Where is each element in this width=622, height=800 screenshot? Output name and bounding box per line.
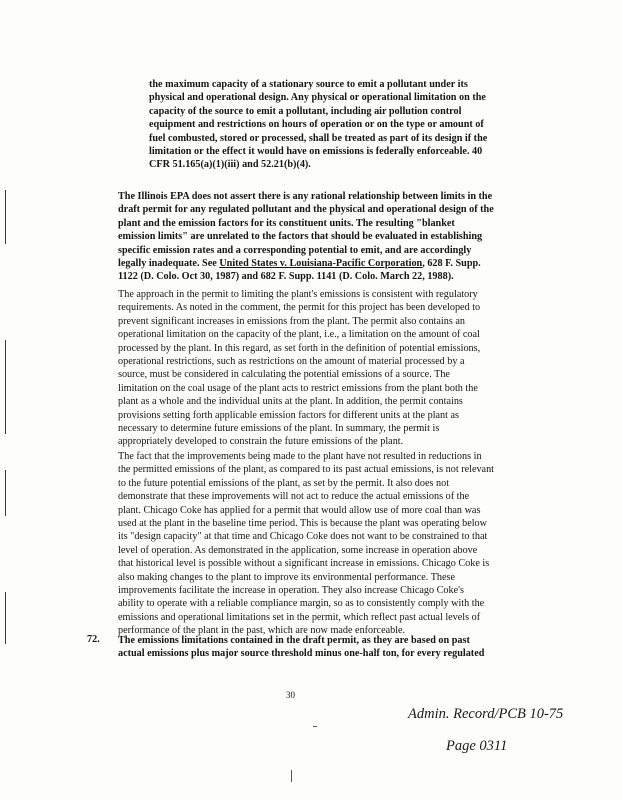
epa-paragraph-line: The Illinois EPA does not assert there is any rational relationship between limits in the [118,191,493,202]
page-stamp: Page 0311 [446,738,508,754]
approach-paragraph-line: prevent significant increases in emissions from the plant. The permit also contains an [118,315,465,327]
case-citation-line [118,257,508,270]
quote-line: equipment and restrictions on hours of operation or on the type or amount of [149,119,484,131]
epa-paragraph-line: specific emission rates and a corresponding potential to emit, and are accordingly [118,244,472,256]
scan-speck [313,726,317,727]
improvements-paragraph-line: demonstrate that these improvements will not act to reduce the actual emissions of the [118,491,470,503]
improvements-paragraph-line: level of operation. As demonstrated in the application, some increase in operation above [118,544,478,556]
improvements-paragraph-line: to the future potential emissions of the plant, as set by the permit. It also does not [118,477,450,489]
improvements-paragraph-line: improvements facilitate the increase in operation. They also increase Chicago Coke's [118,585,464,597]
improvements-paragraph-line: The fact that the improvements being made to the plant have not resulted in reductions in [118,451,482,462]
quote-line: the maximum capacity of a stationary source to emit a pollutant under its [149,79,468,90]
epa-paragraph-line: plant and the emission factors for its constituent units. The resulting "blanket [118,217,455,229]
quote-line: CFR 51.165(a)(1)(iii) and 52.21(b)(4). [149,159,311,171]
item-72-line: actual emissions plus major source threshold minus one-half ton, for every regulated [118,648,485,660]
page-number: 30 [286,690,295,700]
approach-paragraph-line: requirements. As noted in the comment, the permit for this project has been developed to [118,302,481,314]
improvements-paragraph-line: emissions and operational limitations set in the permit, which reflect past actual levels of [118,611,481,623]
approach-paragraph-line: The approach in the permit to limiting the plant's emissions is consistent with regulatory [118,289,478,300]
approach-paragraph-line: appropriately developed to constrain the future emissions of the plant. [118,436,404,448]
improvements-paragraph-line: plant. Chicago Coke has applied for a permit that would allow use of more coal than was [118,504,481,516]
admin-record-stamp: Admin. Record/PCB 10-75 [408,706,564,722]
margin-mark [5,470,6,516]
improvements-paragraph-line: performance of the plant in the past, which are now made enforceable. [118,625,406,637]
improvements-paragraph-line: that historical level is possible without a significant increase in emissions. Chicago Coke is [118,558,490,570]
quote-line: limitation or the effect it would have on emissions is federally enforceable. 40 [149,146,483,158]
item-72-line: The emissions limitations contained in the draft permit, as they are based on past [118,635,470,646]
improvements-paragraph [118,450,508,638]
approach-paragraph-line: operational restrictions, such as restrictions on the amount of material processed by a [118,356,465,368]
approach-paragraph-line: limitation on the coal usage of the plant acts to restrict emissions from the plant both the [118,382,478,394]
citation-reporter-line: 1122 (D. Colo. Oct 30, 1987) and 682 F. Supp. 1141 (D. Colo. March 22, 1988). [118,271,454,283]
regulation-quote-block [149,78,509,172]
improvements-paragraph-line: ability to operate with a reliable compliance margin, so as to consistently comply with the [118,598,485,610]
permit-approach-paragraph [118,288,508,449]
margin-mark [5,592,6,644]
item-72-paragraph [118,634,508,661]
approach-paragraph-line: provisions setting forth applicable emission factors for different units at the plant as [118,409,460,421]
quote-line: physical and operational design. Any physical or operational limitation on the [149,92,486,104]
margin-mark [5,340,6,434]
illinois-epa-paragraph [118,190,508,284]
improvements-paragraph-line: its "design capacity" at that time and Chicago Coke does not want to be constrained to that [118,531,488,543]
case-name: United States v. Louisiana-Pacific Corporation [219,258,423,270]
approach-paragraph-line: necessary to determine future emissions of the plant. In summary, the permit is [118,423,440,435]
epa-paragraph-line: draft permit for any regulated pollutant and the physical and operational design of the [118,204,494,216]
improvements-paragraph-line: also making changes to the plant to improve its environmental performance. These [118,571,456,583]
citation-suffix: , 628 F. Supp. [422,258,481,270]
citation-prefix: legally inadequate. See [118,258,220,270]
improvements-paragraph-line: the permitted emissions of the plant, as compared to its past actual emissions, is not relevant [118,464,495,476]
item-number: 72. [87,634,100,645]
approach-paragraph-line: source, must be considered in calculating the potential emissions of a source. The [118,369,450,381]
quote-line: fuel combusted, stored or processed, shall be treated as part of its design if the [149,132,488,144]
approach-paragraph-line: processed by the plant. In this regard, as set forth in the definition of potential emissions, [118,342,481,354]
improvements-paragraph-line: used at the plant in the baseline time period. This is because the plant was operating below [118,518,488,530]
approach-paragraph-line: operational limitation on the capacity of the plant, i.e., a limitation on the amount of coal [118,329,480,341]
quote-line: capacity of the source to emit a pollutant, including air pollution control [149,105,462,117]
scan-speck [291,770,292,782]
margin-mark [5,190,6,244]
epa-paragraph-line: emission limits" are unrelated to the factors that should be evaluated in establishing [118,231,483,243]
approach-paragraph-line: plant as a whole and the individual units at the plant. In addition, the permit contains [118,396,463,408]
